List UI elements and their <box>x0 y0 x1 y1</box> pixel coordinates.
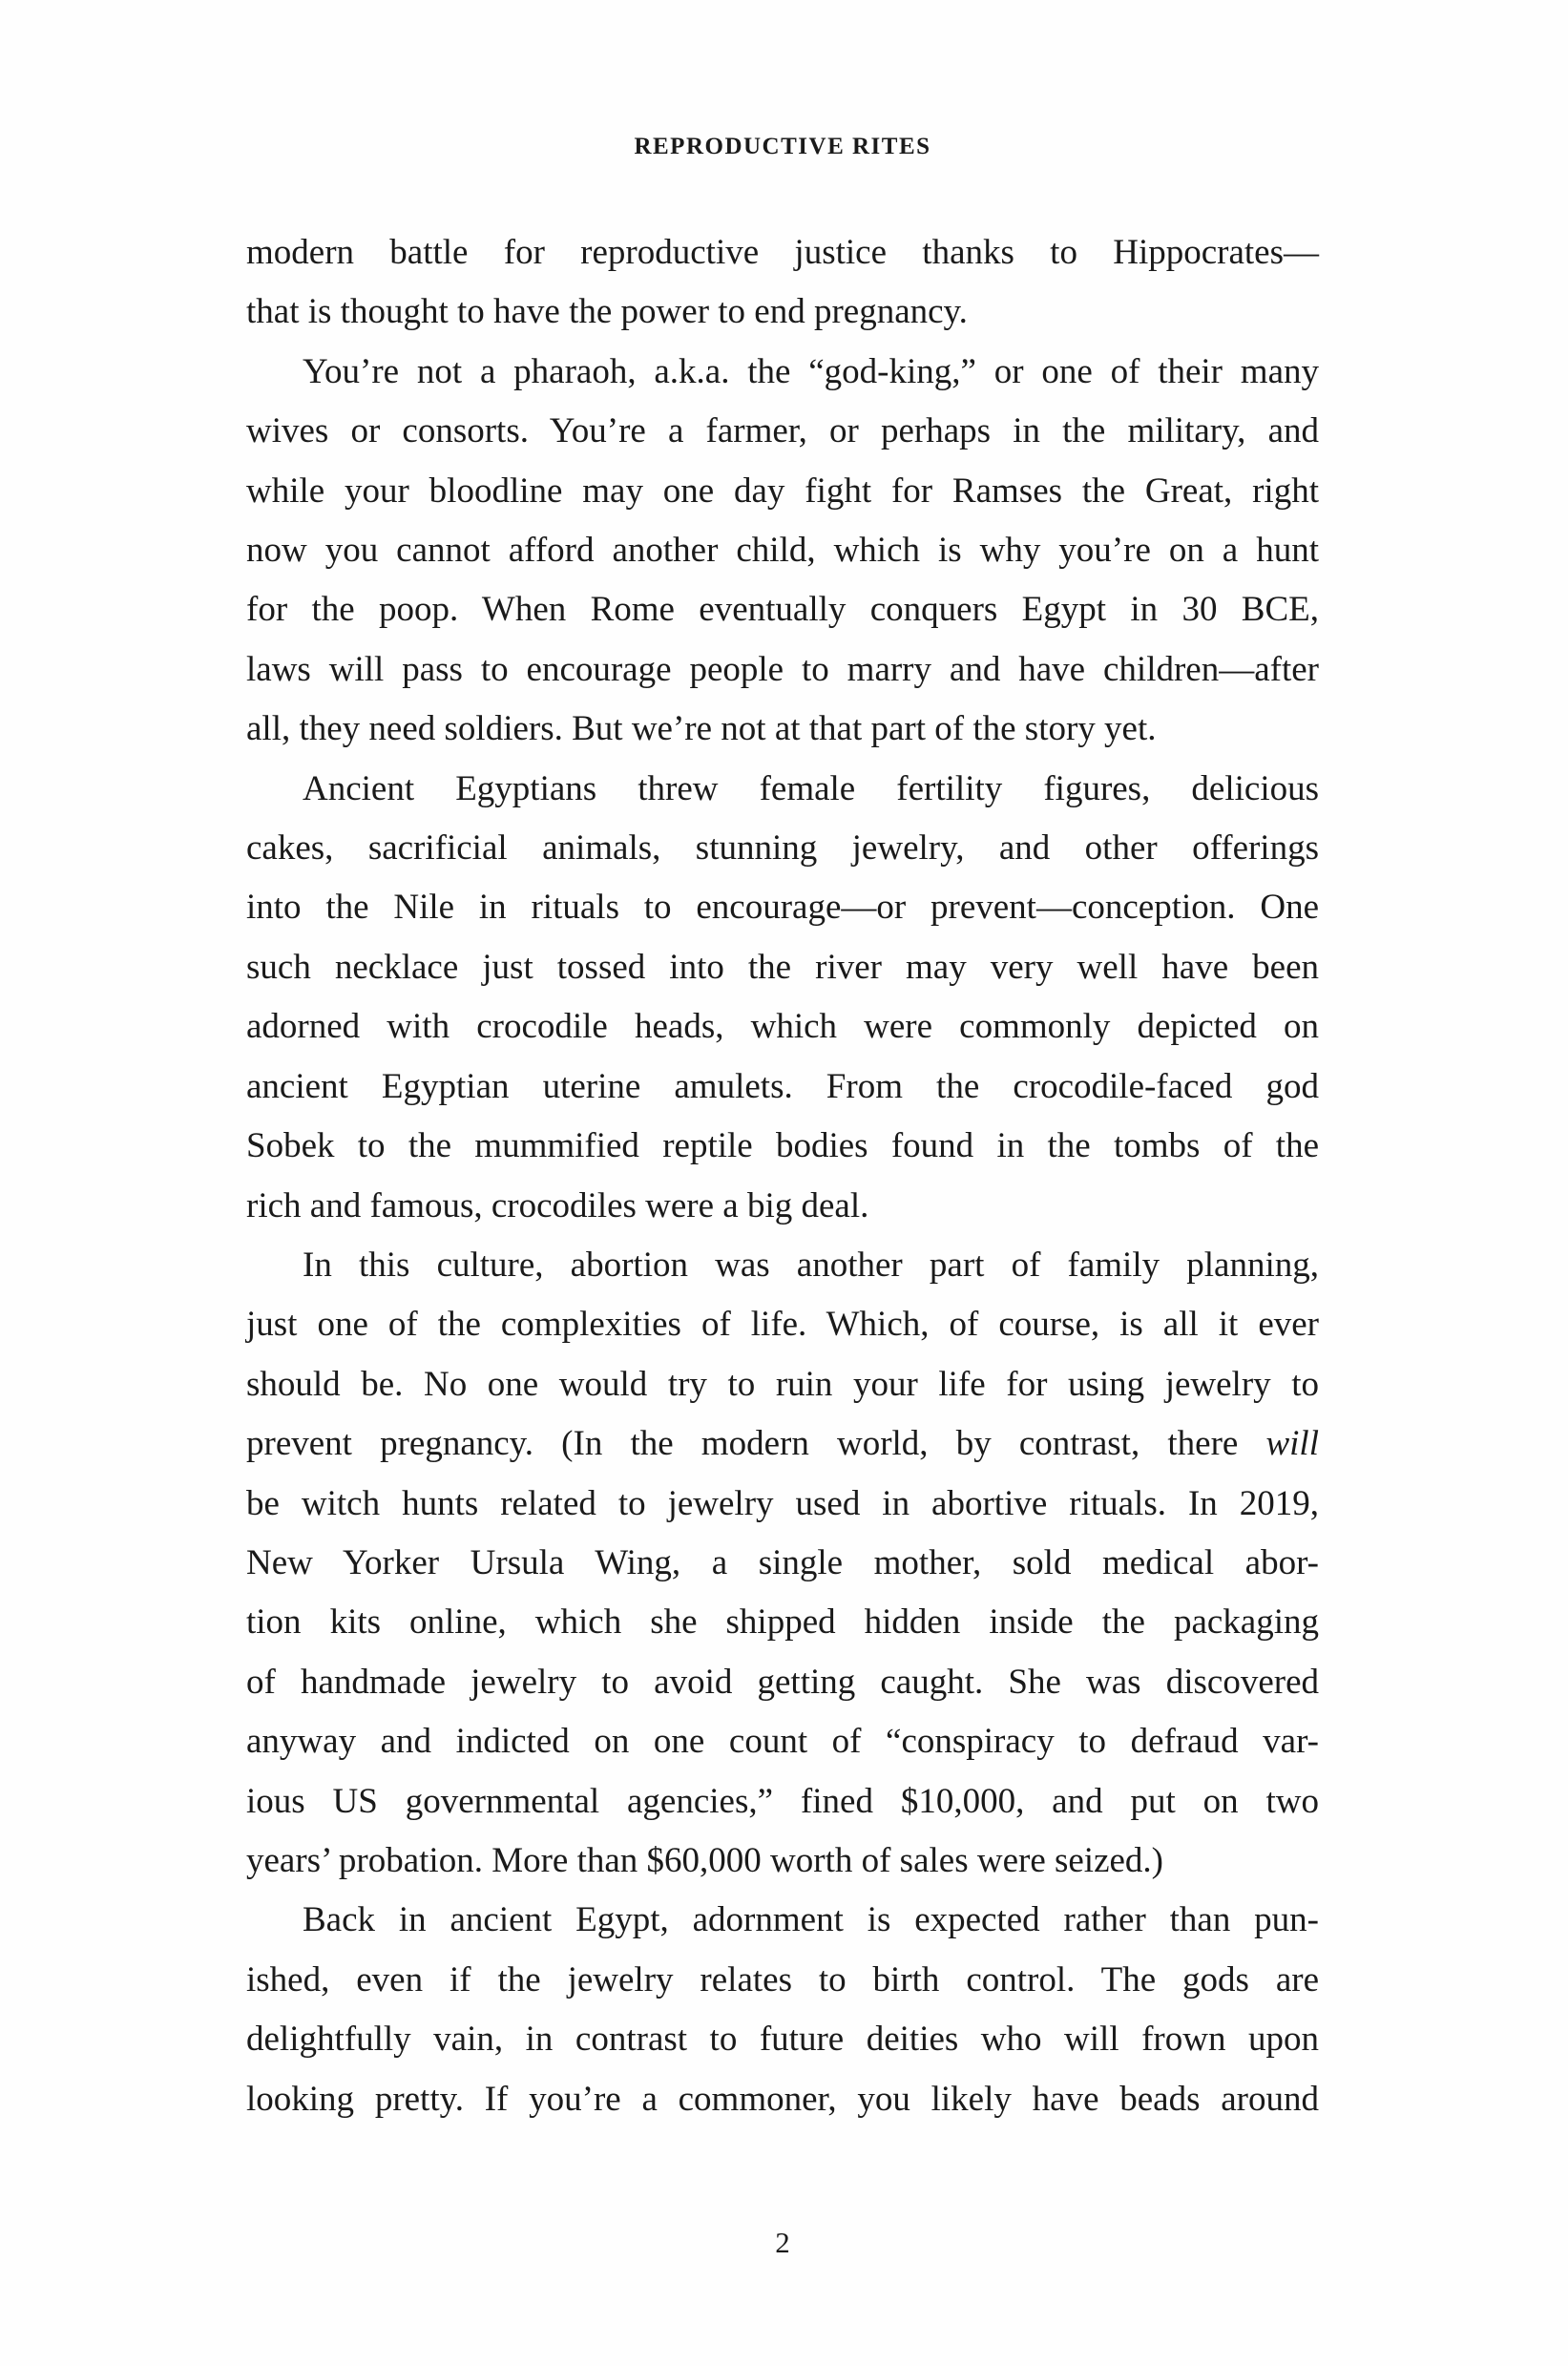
text-line: years’ probation. More than $60,000 worth of sales were seized.) <box>246 1840 1164 1880</box>
text-line: prevent pregnancy. (In the modern world, by contrast, there will <box>246 1424 1319 1464</box>
body-text <box>246 223 1319 2129</box>
page-number: 2 <box>775 2226 790 2259</box>
text-line: ancient Egyptian uterine amulets. From the crocodile-faced god <box>246 1066 1319 1106</box>
text-line: all, they need soldiers. But we’re not at that part of the story yet. <box>246 709 1157 749</box>
text-line: for the poop. When Rome eventually conquers Egypt in 30 BCE, <box>246 590 1319 630</box>
text-line: be witch hunts related to jewelry used in abortive rituals. In 2019, <box>246 1483 1319 1523</box>
text-line: looking pretty. If you’re a commoner, you likely have beads around <box>246 2079 1319 2119</box>
text-line: adorned with crocodile heads, which were commonly depicted on <box>246 1007 1319 1047</box>
text-line: of handmade jewelry to avoid getting caught. She was discovered <box>246 1662 1319 1702</box>
text-line: Sobek to the mummified reptile bodies found in the tombs of the <box>246 1126 1319 1166</box>
text-line: ished, even if the jewelry relates to birth control. The gods are <box>246 1959 1319 2000</box>
text-line: into the Nile in rituals to encourage—or prevent—conception. One <box>246 888 1319 928</box>
text-line: now you cannot afford another child, which is why you’re on a hunt <box>246 531 1319 571</box>
text-line: that is thought to have the power to end pregnancy. <box>246 292 968 332</box>
text-line: wives or consorts. You’re a farmer, or perhaps in the military, and <box>246 411 1319 451</box>
text-line: Ancient Egyptians threw female fertility figures, delicious <box>303 768 1319 808</box>
text-line: rich and famous, crocodiles were a big deal. <box>246 1185 869 1225</box>
text-line: should be. No one would try to ruin your life for using jewelry to <box>246 1364 1319 1404</box>
text-line: Back in ancient Egypt, adornment is expected rather than pun- <box>303 1900 1319 1940</box>
text-line: modern battle for reproductive justice thanks to Hippocrates— <box>246 233 1319 272</box>
text-line: while your bloodline may one day fight for Ramses the Great, right <box>246 471 1319 511</box>
text-line: laws will pass to encourage people to marry and have children—after <box>246 649 1319 689</box>
text-line: anyway and indicted on one count of “conspiracy to defraud var- <box>246 1722 1319 1762</box>
text-line: ious US governmental agencies,” fined $10,000, and put on two <box>246 1781 1319 1821</box>
text-line: such necklace just tossed into the river may very well have been <box>246 947 1319 987</box>
text-line: You’re not a pharaoh, a.k.a. the “god-king,” or one of their many <box>303 351 1319 391</box>
running-header: REPRODUCTIVE RITES <box>634 134 931 159</box>
text-line: just one of the complexities of life. Which, of course, is all it ever <box>246 1305 1319 1345</box>
text-line: delightfully vain, in contrast to future deities who will frown upon <box>246 2020 1319 2060</box>
text-line: cakes, sacrificial animals, stunning jewelry, and other offerings <box>246 828 1319 869</box>
text-line: tion kits online, which she shipped hidden inside the packaging <box>246 1602 1319 1643</box>
text-line: In this culture, abortion was another part of family planning, <box>303 1245 1319 1285</box>
italic-text: will <box>1265 1424 1319 1464</box>
text-line: New Yorker Ursula Wing, a single mother, sold medical abor- <box>246 1542 1319 1582</box>
